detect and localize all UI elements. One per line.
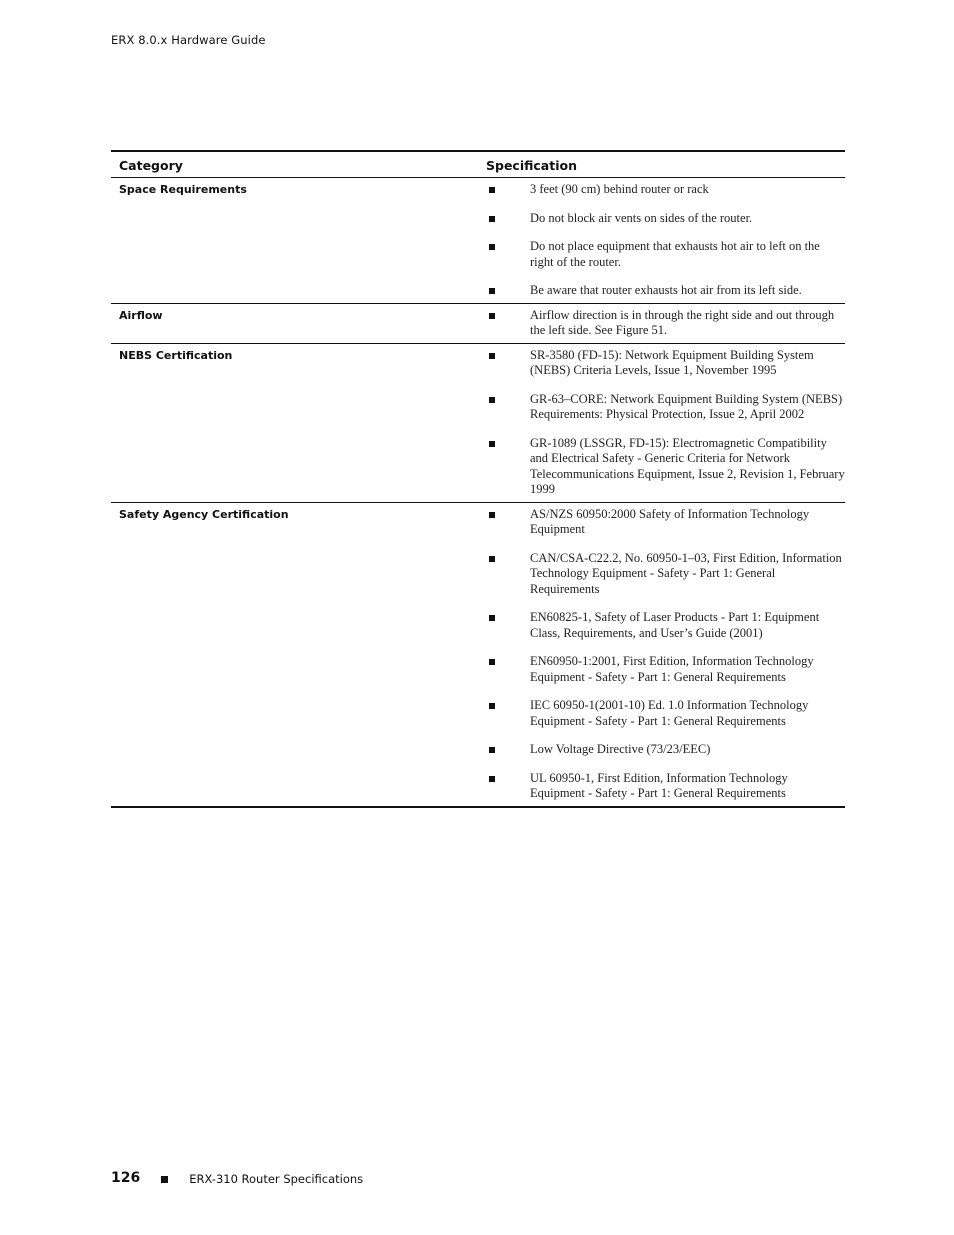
specification-item bbox=[486, 283, 845, 299]
specification-text: GR-63–CORE: Network Equipment Building System (NEBS) Requirements: Physical Protection, Issue 2, April 2002 bbox=[530, 391, 843, 421]
specification-list bbox=[486, 308, 845, 339]
specification-item bbox=[486, 436, 845, 498]
page-number: 126 bbox=[111, 1170, 141, 1186]
specification-text: EN60825-1, Safety of Laser Products - Part 1: Equipment Class, Requirements, and User’s Guide (2001) bbox=[530, 610, 820, 640]
specification-text: Do not place equipment that exhausts hot air to left on the right of the router. bbox=[530, 239, 820, 269]
specification-text: Be aware that router exhausts hot air from its left side. bbox=[530, 283, 802, 297]
specification-cell bbox=[478, 502, 845, 807]
category-cell: Space Requirements bbox=[119, 183, 247, 196]
specification-item bbox=[486, 308, 845, 339]
specification-list bbox=[486, 182, 845, 299]
specification-text: IEC 60950-1(2001-10) Ed. 1.0 Information Technology Equipment - Safety - Part 1: General Requirements bbox=[530, 698, 809, 728]
specification-cell bbox=[478, 303, 845, 343]
specification-list bbox=[486, 507, 845, 802]
square-bullet-icon bbox=[489, 747, 495, 753]
square-bullet-icon bbox=[489, 615, 495, 621]
specification-item bbox=[486, 507, 845, 538]
square-bullet-icon bbox=[489, 556, 495, 562]
page-footer bbox=[111, 1170, 363, 1186]
specification-item bbox=[486, 211, 845, 227]
specifications-table bbox=[111, 150, 845, 808]
square-bullet-icon bbox=[489, 313, 495, 319]
specification-text: 3 feet (90 cm) behind router or rack bbox=[530, 182, 709, 196]
specification-text: GR-1089 (LSSGR, FD-15): Electromagnetic Compatibility and Electrical Safety - Generic Criteria for Network Telecommunications Equipment, Issue 2, Revision 1, February 1999 bbox=[530, 435, 845, 496]
specification-item bbox=[486, 239, 845, 270]
square-bullet-icon bbox=[489, 187, 495, 193]
square-bullet-icon bbox=[489, 397, 495, 403]
specification-text: EN60950-1:2001, First Edition, Information Technology Equipment - Safety - Part 1: General Requirements bbox=[530, 654, 814, 684]
table-row-airflow bbox=[111, 303, 845, 343]
column-header-category: Category bbox=[119, 157, 183, 173]
specification-text: AS/NZS 60950:2000 Safety of Information Technology Equipment bbox=[530, 506, 810, 536]
specification-item bbox=[486, 771, 845, 802]
footer-section-title: ERX-310 Router Specifications bbox=[189, 1172, 364, 1186]
specification-item bbox=[486, 698, 845, 729]
specification-item bbox=[486, 742, 845, 758]
table-row-space-requirements bbox=[111, 178, 845, 304]
specification-text: CAN/CSA-C22.2, No. 60950-1–03, First Edition, Information Technology Equipment - Safety - Part 1: General Requirements bbox=[530, 550, 842, 596]
square-bullet-icon bbox=[489, 288, 495, 294]
category-cell: Safety Agency Certification bbox=[119, 507, 289, 521]
column-header-specification: Specification bbox=[486, 157, 577, 173]
square-bullet-icon bbox=[489, 441, 495, 447]
specification-text: Do not block air vents on sides of the router. bbox=[530, 210, 753, 225]
square-bullet-icon bbox=[489, 659, 495, 665]
table-header-row bbox=[111, 151, 845, 178]
square-bullet-icon bbox=[489, 512, 495, 518]
specification-item bbox=[486, 392, 845, 423]
specification-text: Low Voltage Directive (73/23/EEC) bbox=[530, 742, 711, 756]
specification-text: Airflow direction is in through the right side and out through the left side. See Figure 51. bbox=[530, 307, 835, 337]
table-row-nebs-certification bbox=[111, 343, 845, 502]
category-cell: NEBS Certification bbox=[119, 348, 233, 362]
square-bullet-icon bbox=[489, 353, 495, 359]
square-bullet-icon bbox=[489, 703, 495, 709]
running-header: ERX 8.0.x Hardware Guide bbox=[111, 33, 266, 47]
specification-text: SR-3580 (FD-15): Network Equipment Building System (NEBS) Criteria Levels, Issue 1, November 1995 bbox=[530, 347, 814, 377]
specification-cell bbox=[478, 343, 845, 502]
specification-item bbox=[486, 348, 845, 379]
specification-cell bbox=[478, 178, 845, 304]
category-cell: Airflow bbox=[119, 308, 163, 322]
specification-item bbox=[486, 610, 845, 641]
specification-list bbox=[486, 348, 845, 498]
specification-item bbox=[486, 551, 845, 598]
specification-item bbox=[486, 654, 845, 685]
table-row-safety-agency-certification bbox=[111, 502, 845, 807]
square-bullet-icon bbox=[489, 216, 495, 222]
square-bullet-icon bbox=[489, 776, 495, 782]
specification-item bbox=[486, 182, 845, 198]
square-bullet-icon bbox=[489, 244, 495, 250]
square-separator-icon bbox=[161, 1176, 168, 1183]
specification-text: UL 60950-1, First Edition, Information Technology Equipment - Safety - Part 1: General Requirements bbox=[530, 770, 788, 800]
